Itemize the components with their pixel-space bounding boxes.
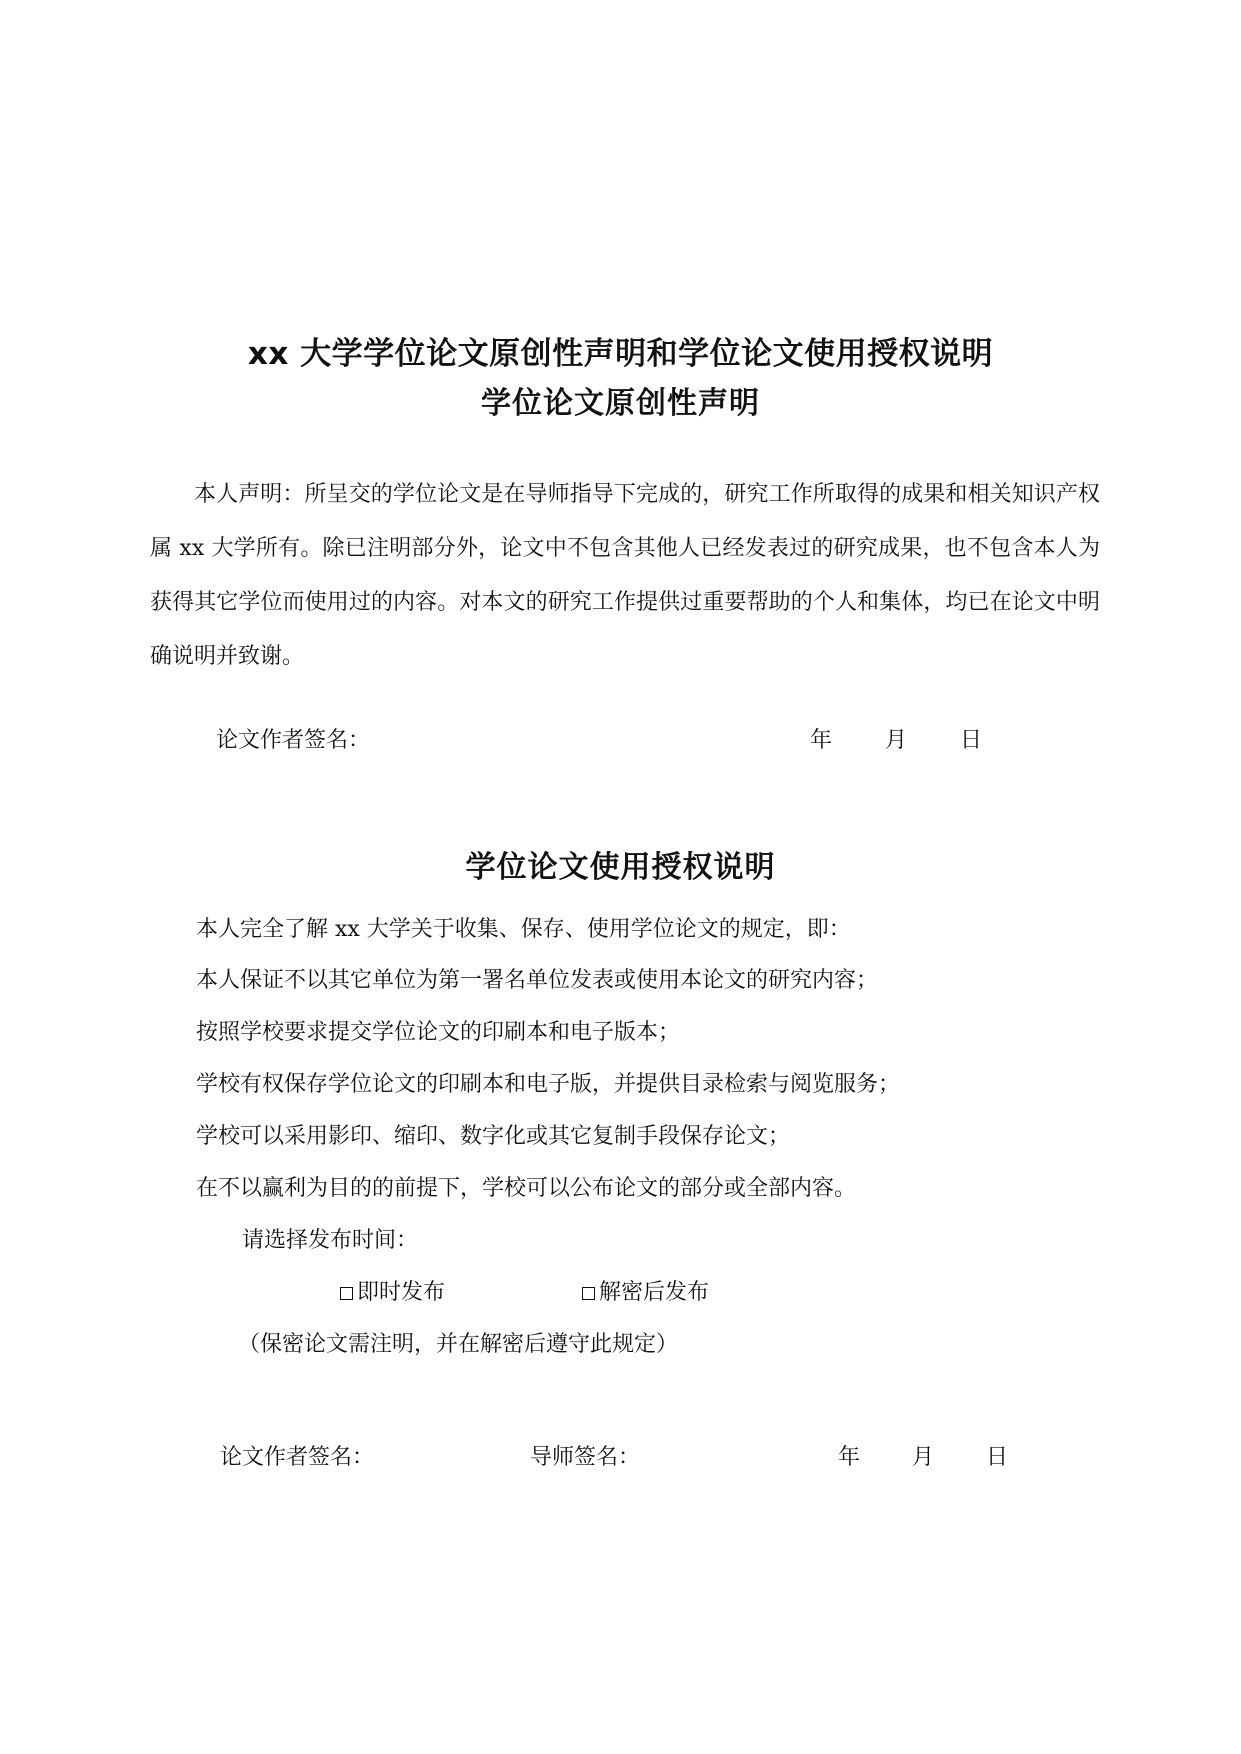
checkbox-icon[interactable] bbox=[582, 1287, 595, 1300]
authorization-author-signature-label: 论文作者签名： bbox=[220, 1445, 375, 1470]
originality-paragraph: 本人声明：所呈交的学位论文是在导师指导下完成的，研究工作所取得的成果和相关知识产权属 xx 大学所有。除已注明部分外，论文中不包含其他人已经发表过的研究成果，也不包含本人为获得其它学位而使用过的内容。对本文的研究工作提供过重要帮助的个人和集体，均已在论文中明确说明并致谢。 bbox=[150, 482, 1100, 669]
authorization-heading: 学位论文使用授权说明 bbox=[465, 850, 776, 885]
main-title: xx 大学学位论文原创性声明和学位论文使用授权说明 bbox=[247, 336, 994, 372]
authorization-item: 本人保证不以其它单位为第一署名单位发表或使用本论文的研究内容； bbox=[196, 968, 879, 993]
confidential-note: （保密论文需注明，并在解密后遵守此规定） bbox=[238, 1332, 679, 1357]
checkbox-icon[interactable] bbox=[340, 1287, 353, 1300]
authorization-item: 按照学校要求提交学位论文的印刷本和电子版本； bbox=[196, 1020, 681, 1045]
authorization-item: 本人完全了解 xx 大学关于收集、保存、使用学位论文的规定，即： bbox=[196, 917, 851, 942]
publish-time-prompt: 请选择发布时间： bbox=[242, 1228, 419, 1253]
originality-date-year: 年 bbox=[810, 728, 833, 753]
originality-date-day: 日 bbox=[960, 728, 983, 753]
originality-date-month: 月 bbox=[885, 728, 908, 753]
option-immediate-label: 即时发布 bbox=[357, 1280, 446, 1305]
authorization-item: 学校可以采用影印、缩印、数字化或其它复制手段保存论文； bbox=[196, 1124, 791, 1149]
authorization-date-month: 月 bbox=[912, 1445, 935, 1470]
authorization-item: 在不以赢利为目的的前提下，学校可以公布论文的部分或全部内容。 bbox=[196, 1176, 857, 1201]
authorization-date-day: 日 bbox=[986, 1445, 1009, 1470]
authorization-item: 学校有权保存学位论文的印刷本和电子版，并提供目录检索与阅览服务； bbox=[196, 1072, 901, 1097]
advisor-signature-label: 导师签名： bbox=[530, 1445, 641, 1470]
originality-heading: 学位论文原创性声明 bbox=[481, 386, 760, 421]
option-immediate-publish[interactable] bbox=[340, 1278, 445, 1308]
authorization-date-year: 年 bbox=[838, 1445, 861, 1470]
originality-author-signature-label: 论文作者签名： bbox=[216, 728, 371, 753]
option-after-declassify-label: 解密后发布 bbox=[599, 1280, 710, 1305]
option-after-declassify-publish[interactable] bbox=[582, 1278, 709, 1308]
